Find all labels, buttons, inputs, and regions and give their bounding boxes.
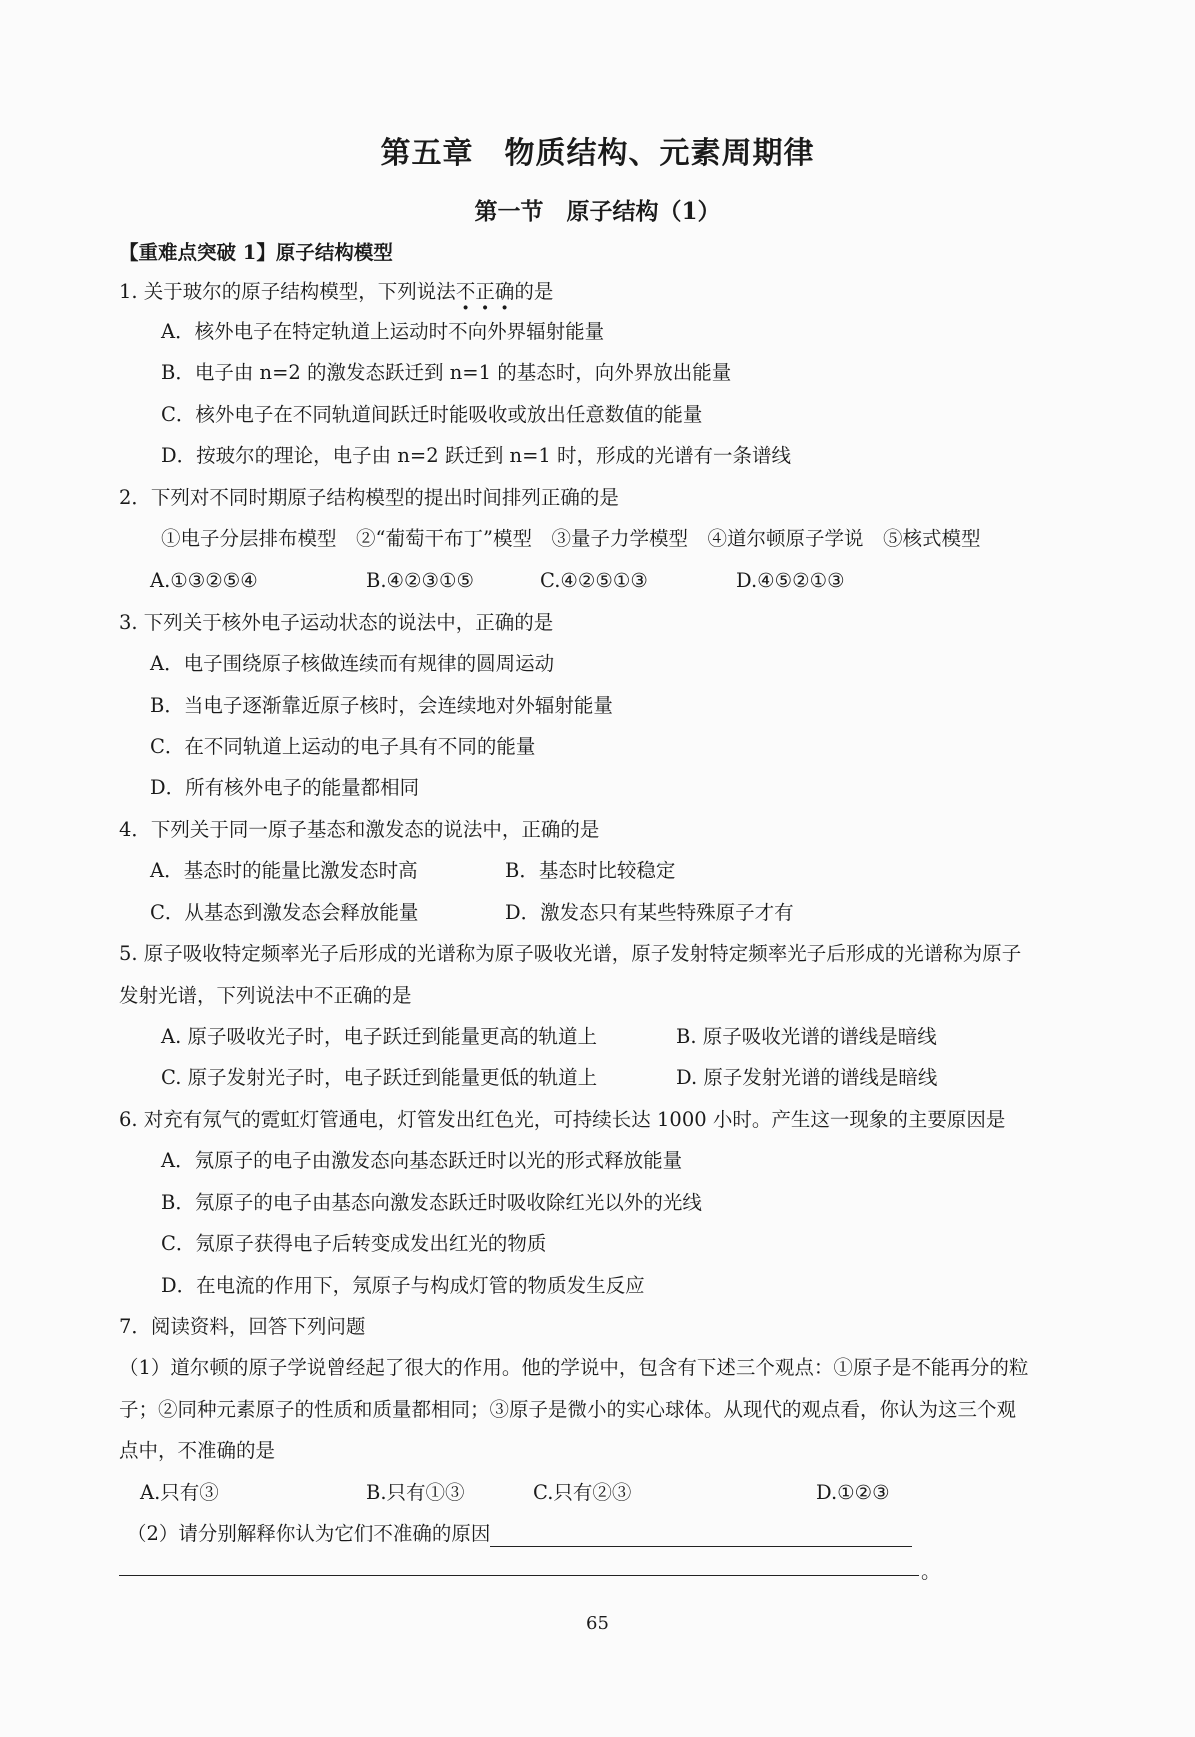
question-1-stem: 1. 关于玻尔的原子结构模型，下列说法不正确的是 xyxy=(119,280,554,303)
question-4-stem: 4．下列关于同一原子基态和激发态的说法中，正确的是 xyxy=(119,818,600,841)
question-3-option-b: B．当电子逐渐靠近原子核时，会连续地对外辐射能量 xyxy=(150,694,613,717)
question-3-option-d: D．所有核外电子的能量都相同 xyxy=(150,776,420,799)
question-2-items: ①电子分层排布模型 ②“葡萄干布丁”模型 ③量子力学模型 ④道尔顿原子学说 ⑤核式模型 xyxy=(161,527,981,550)
question-6-option-a: A．氖原子的电子由激发态向基态跃迁时以光的形式释放能量 xyxy=(161,1149,683,1172)
question-5-option-d: D. 原子发射光谱的谱线是暗线 xyxy=(676,1066,938,1089)
question-1-option-d: D．按玻尔的理论，电子由 n=2 跃迁到 n=1 时，形成的光谱有一条谱线 xyxy=(161,444,792,467)
question-7-option-a: A.只有③ xyxy=(140,1481,219,1504)
question-7-part-1-line-2: 子；②同种元素原子的性质和质量都相同；③原子是微小的实心球体。从现代的观点看，你认为这三个观 xyxy=(119,1398,1017,1421)
question-7-part-2: （2）请分别解释你认为它们不准确的原因 xyxy=(127,1521,912,1547)
answer-blank-line[interactable] xyxy=(119,1574,919,1576)
question-1-option-b: B．电子由 n=2 的激发态跃迁到 n=1 的基态时，向外界放出能量 xyxy=(161,361,732,384)
question-4-option-b: B．基态时比较稳定 xyxy=(505,859,676,882)
question-1-option-a: A．核外电子在特定轨道上运动时不向外界辐射能量 xyxy=(161,320,605,343)
question-7-option-b: B.只有①③ xyxy=(366,1481,465,1504)
question-5-stem-line-1: 5. 原子吸收特定频率光子后形成的光谱称为原子吸收光谱，原子发射特定频率光子后形成的光谱称为原子 xyxy=(119,942,1022,965)
emphasis-char: 确 xyxy=(494,280,515,303)
emphasis-char: 不 xyxy=(455,280,476,303)
question-2-option-a: A.①③②⑤④ xyxy=(150,569,258,592)
question-1-option-c: C．核外电子在不同轨道间跃迁时能吸收或放出任意数值的能量 xyxy=(161,403,703,426)
question-6-stem: 6. 对充有氖气的霓虹灯管通电，灯管发出红色光，可持续长达 1000 小时。产生这一现象的主要原因是 xyxy=(119,1108,1006,1131)
end-mark: 。 xyxy=(921,1560,941,1583)
question-3-option-c: C．在不同轨道上运动的电子具有不同的能量 xyxy=(150,735,536,758)
emphasis-char: 正 xyxy=(475,280,495,303)
breakthrough-heading: 【重难点突破 1】原子结构模型 xyxy=(119,241,393,264)
question-5-option-c: C. 原子发射光子时，电子跃迁到能量更低的轨道上 xyxy=(161,1066,598,1089)
section-title: 第一节 原子结构（1） xyxy=(474,198,721,225)
question-4-option-a: A．基态时的能量比激发态时高 xyxy=(150,859,418,882)
question-2-option-b: B.④②③①⑤ xyxy=(366,569,474,592)
question-2-stem: 2．下列对不同时期原子结构模型的提出时间排列正确的是 xyxy=(119,486,619,509)
question-7-part-1-line-1: （1）道尔顿的原子学说曾经起了很大的作用。他的学说中，包含有下述三个观点：①原子是不能再分的粒 xyxy=(119,1356,1029,1379)
question-4-option-d: D．激发态只有某些特殊原子才有 xyxy=(505,901,794,924)
question-6-option-c: C．氖原子获得电子后转变成发出红光的物质 xyxy=(161,1232,547,1255)
page-number: 65 xyxy=(586,1613,609,1634)
question-6-option-d: D．在电流的作用下，氖原子与构成灯管的物质发生反应 xyxy=(161,1274,645,1297)
question-5-option-b: B. 原子吸收光谱的谱线是暗线 xyxy=(676,1025,937,1048)
answer-blank[interactable] xyxy=(490,1526,912,1547)
question-3-stem: 3. 下列关于核外电子运动状态的说法中，正确的是 xyxy=(119,611,554,634)
question-7-option-d: D.①②③ xyxy=(816,1481,890,1504)
question-7-option-c: C.只有②③ xyxy=(533,1481,632,1504)
question-5-option-a: A. 原子吸收光子时，电子跃迁到能量更高的轨道上 xyxy=(161,1025,597,1048)
question-4-option-c: C．从基态到激发态会释放能量 xyxy=(150,901,419,924)
question-2-option-d: D.④⑤②①③ xyxy=(736,569,845,592)
question-7-part-1-line-3: 点中，不准确的是 xyxy=(119,1439,276,1462)
question-2-option-c: C.④②⑤①③ xyxy=(540,569,648,592)
question-7-stem: 7．阅读资料，回答下列问题 xyxy=(119,1315,366,1338)
question-3-option-a: A．电子围绕原子核做连续而有规律的圆周运动 xyxy=(150,652,555,675)
question-6-option-b: B．氖原子的电子由基态向激发态跃迁时吸收除红光以外的光线 xyxy=(161,1191,702,1214)
chapter-title: 第五章 物质结构、元素周期律 xyxy=(380,136,815,171)
question-5-stem-line-2: 发射光谱，下列说法中不正确的是 xyxy=(119,984,412,1007)
